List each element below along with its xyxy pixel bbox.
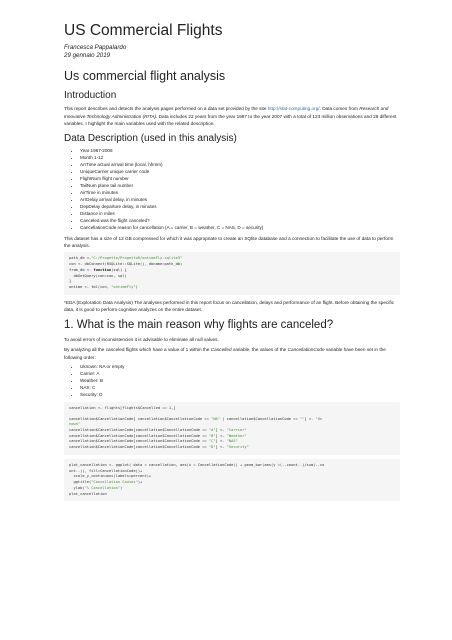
eda-paragraph: *EDA (Exploration Data Analysis) The analyses performed in this report focus on cancellation, delays and performance of an flight. Before obtaining the specific data, it is good to perform cognitive analyzes on the entire dataset. xyxy=(64,299,395,313)
list-item: • Month 1-12 xyxy=(80,155,400,162)
date: 29 gennaio 2019 xyxy=(64,51,111,59)
variable-list xyxy=(64,148,400,232)
list-item: • ArrDelay arrival delay, in minutes xyxy=(80,197,400,204)
document-title: US Commercial Flights xyxy=(64,22,223,39)
intro-heading: Introduction xyxy=(64,90,117,102)
list-item: • Security: D xyxy=(80,392,400,399)
cancellation-code-list xyxy=(64,364,400,399)
list-item: • Year 1987-2008 xyxy=(80,148,400,155)
main-heading: Us commercial flight analysis xyxy=(64,69,226,84)
list-item: • NAS: C xyxy=(80,385,400,392)
list-item: • TailNum plane tail number xyxy=(80,183,400,190)
list-item: • DepDelay departure delay, in minutes xyxy=(80,204,400,211)
list-item: • UniqueCarrier unique carrier code xyxy=(80,169,400,176)
dataset-size-paragraph: This dataset has a size of 12 GB compressed for which it was appropriate to create an SQlite database and a connection to facilitate the use of data to perform the analysis. xyxy=(64,235,394,249)
list-item: • Weather: B xyxy=(80,378,400,385)
list-item: • Canceled was the flight canceled? xyxy=(80,218,400,225)
list-item: • Distance in miles xyxy=(80,211,400,218)
intro-paragraph: This report describes and detects the analysis pages performed on a data set provided by the site http://stat-computing.org/. Data comes from Research and Innovative Technology Administration (RITA). Data includes 22 years from the year 1987 to the year 2007 with a total of 123 million observations and 29 different variables. I highlight the main variables used with the related description. xyxy=(64,106,397,126)
cancellation-paragraph: By analyzing all the canceled flights which have a value of 1 within the Cancelled variable, the values of the CancellationCode variable have been set in the following order: xyxy=(64,347,386,360)
null-values-paragraph: To avoid errors of inconsistencies it is advisable to eliminate all null values. xyxy=(64,337,219,343)
section1-heading: 1. What is the main reason why flights are canceled? xyxy=(64,319,334,332)
code-block-cancellation: cancellation <- flights[flights$Cancelled == 1,] cancellation$CancellationCode[ cancellation$CancellationCode == "NA" | cancellation$CancellationCode == ""] <- "Un nown" cancellation$CancellationCode[cancellation$CancellationCode == "A"] <- "Carrier" cancellation$CancellationCode[cancellation$CancellationCode == "B"] <- "Weather" cancellation$CancellationCode[cancellation$CancellationCode == "C"] <- "NAS" cancellation$CancellationCode[cancellation$CancellationCode == "D"] <- "Security" xyxy=(64,402,400,455)
list-item: • CancellationCode reason for cancellation (A = carrier, B = weather, C = NAS, D = security) xyxy=(80,225,400,232)
data-description-heading: Data Description (used in this analysis) xyxy=(64,133,237,145)
code-block-plot: plot_cancellation <- ggplot( data = cancellation, aes(x = CancellationCode)) + geom_bar(aes(y =(..count..)/sum(..co unt..)), fill=CancellationCode))+ scale_y_continuous(labels=percent)+ ggtitle("Cancellation Causes")+ ylab("% Cancellation") plot_cancellation xyxy=(64,459,400,501)
list-item: • Carrier: A xyxy=(80,371,400,378)
author: Francesca Pappalardo xyxy=(64,43,127,51)
list-item: • AirTime in minutes xyxy=(80,190,400,197)
list-item: • Uknown: NA or empty xyxy=(80,364,400,371)
list-item: • FlightNum flight number xyxy=(80,176,400,183)
source-link[interactable]: http://stat-computing.org/ xyxy=(267,106,320,112)
code-block-connection: path_db <-"C:/Progetto/ProgettoR/ontimeFly.sqlite3" con <- dbConnect(RSQLite::SQLite(), dbname=path_db) from_db <- function(sql) { dbGetQuery(con=con, sql) } ontime <- tbl(con, "ontimeFly") xyxy=(64,252,400,294)
list-item: • ArrTime actual arrival time (local, hhmm) xyxy=(80,162,400,169)
